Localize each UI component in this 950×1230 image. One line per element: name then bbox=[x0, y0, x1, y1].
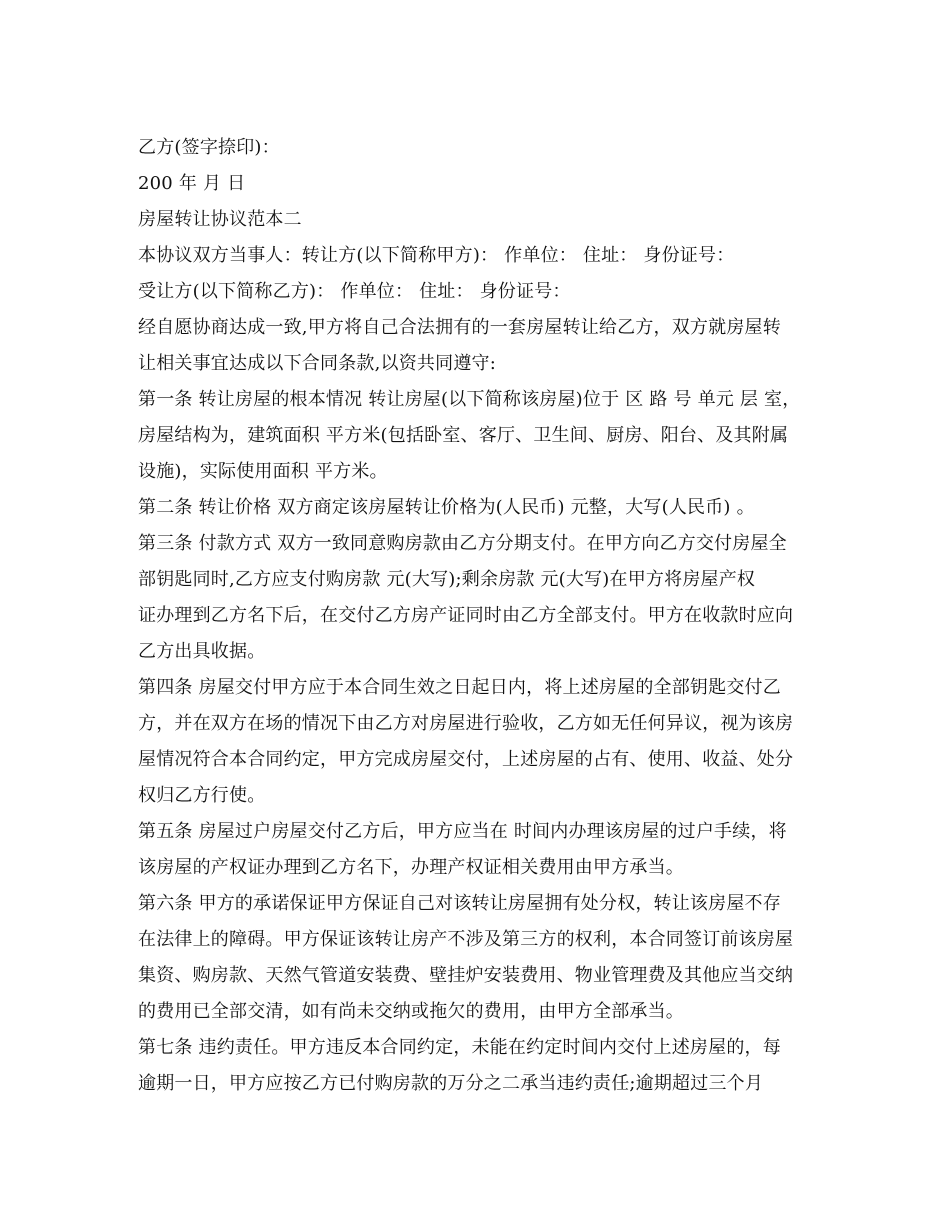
article-6-line: 在法律上的障碍。甲方保证该转让房产不涉及第三方的权利，本合同签订前该房屋 bbox=[138, 929, 794, 950]
article-3-line: 第三条 付款方式 双方一致同意购房款由乙方分期支付。在甲方向乙方交付房屋全 bbox=[138, 533, 787, 554]
article-7-line: 第七条 违约责任。甲方违反本合同约定，未能在约定时间内交付上述房屋的，每 bbox=[138, 1037, 781, 1058]
article-5-line: 第五条 房屋过户房屋交付乙方后，甲方应当在 时间内办理该房屋的过户手续，将 bbox=[138, 821, 787, 842]
article-1-line: 设施)，实际使用面积 平方米。 bbox=[138, 461, 388, 482]
article-7-line: 逾期一日，甲方应按乙方已付购房款的万分之二承当违约责任;逾期超过三个月 bbox=[138, 1073, 764, 1094]
article-3-line: 证办理到乙方名下后，在交付乙方房产证同时由乙方全部支付。甲方在收款时应向 bbox=[138, 605, 794, 626]
article-4-line: 第四条 房屋交付甲方应于本合同生效之日起日内，将上述房屋的全部钥匙交付乙 bbox=[138, 677, 781, 698]
article-5-line: 该房屋的产权证办理到乙方名下，办理产权证相关费用由甲方承当。 bbox=[138, 857, 684, 878]
article-2-line: 第二条 转让价格 双方商定该房屋转让价格为(人民币) 元整，大写(人民币) 。 bbox=[138, 497, 755, 518]
article-6-line: 集资、购房款、天然气管道安装费、壁挂炉安装费用、物业管理费及其他应当交纳 bbox=[138, 965, 794, 986]
section-title: 房屋转让协议范本二 bbox=[138, 209, 302, 230]
article-6-line: 第六条 甲方的承诺保证甲方保证自己对该转让房屋拥有处分权，转让该房屋不存 bbox=[138, 893, 781, 914]
article-4-line: 方，并在双方在场的情况下由乙方对房屋进行验收，乙方如无任何异议，视为该房 bbox=[138, 713, 794, 734]
signature-line-party-b: 乙方(签字捺印)： bbox=[138, 137, 280, 158]
preamble-line: 经自愿协商达成一致,甲方将自己合法拥有的一套房屋转让给乙方，双方就房屋转 bbox=[138, 317, 781, 338]
preamble-line: 让相关事宜达成以下合同条款,以资共同遵守: bbox=[138, 353, 496, 374]
article-4-line: 屋情况符合本合同约定，甲方完成房屋交付，上述房屋的占有、使用、收益、处分 bbox=[138, 749, 794, 770]
article-3-line: 部钥匙同时,乙方应支付购房款 元(大写);剩余房款 元(大写)在甲方将房屋产权 bbox=[138, 569, 756, 590]
article-4-line: 权归乙方行使。 bbox=[138, 785, 266, 806]
document-page bbox=[138, 130, 818, 1102]
party-a-line: 本协议双方当事人：转让方(以下简称甲方)： 作单位： 住址： 身份证号： bbox=[138, 245, 735, 266]
article-1-line: 房屋结构为，建筑面积 平方米(包括卧室、客厅、卫生间、厨房、阳台、及其附属 bbox=[138, 425, 789, 446]
date-line: 200 年 月 日 bbox=[138, 173, 246, 194]
article-3-line: 乙方出具收据。 bbox=[138, 641, 266, 662]
party-b-line: 受让方(以下简称乙方)： 作单位： 住址： 身份证号： bbox=[138, 281, 571, 302]
article-6-line: 的费用已全部交清，如有尚未交纳或拖欠的费用，由甲方全部承当。 bbox=[138, 1001, 684, 1022]
article-1-line: 第一条 转让房屋的根本情况 转让房屋(以下简称该房屋)位于 区 路 号 单元 层 室， bbox=[138, 389, 801, 410]
